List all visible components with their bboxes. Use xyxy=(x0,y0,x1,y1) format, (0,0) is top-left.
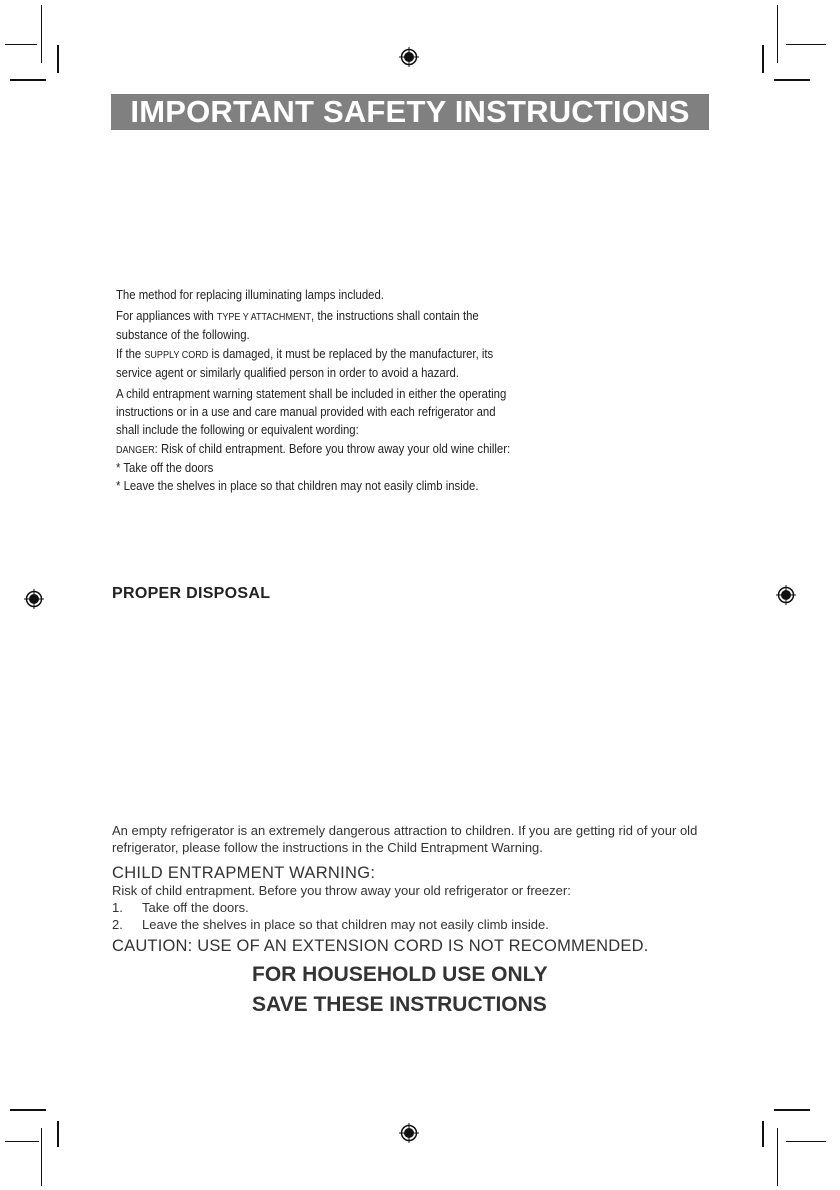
text-span: For appliances with xyxy=(116,308,217,324)
page-title: IMPORTANT SAFETY INSTRUCTIONS xyxy=(111,94,709,130)
bullet-item: * Leave the shelves in place so that children may not easily climb inside. xyxy=(116,478,479,494)
crop-mark xyxy=(10,79,46,81)
step-text: Take off the doors. xyxy=(142,900,249,915)
small-caps-term: SUPPLY CORD xyxy=(144,348,209,361)
text-span: : Risk of child entrapment. Before you throw away your old wine chiller: xyxy=(154,440,511,456)
section-heading: PROPER DISPOSAL xyxy=(112,585,271,602)
instruction-paragraph: The method for replacing illuminating lamps included. xyxy=(116,287,384,302)
crop-mark xyxy=(777,5,778,63)
small-caps-term: DANGER xyxy=(116,443,155,456)
crop-mark xyxy=(762,45,764,73)
crop-mark xyxy=(57,45,59,73)
crop-mark xyxy=(786,1141,826,1142)
registration-mark-icon xyxy=(399,1123,419,1143)
household-use-line: FOR HOUSEHOLD USE ONLY xyxy=(252,963,548,986)
instruction-paragraph xyxy=(116,440,512,459)
text-span: If the xyxy=(116,345,145,361)
text-span: , the instructions shall contain the substance of the following. xyxy=(116,308,479,343)
crop-mark xyxy=(774,79,810,81)
registration-mark-icon xyxy=(399,47,419,67)
instruction-paragraph xyxy=(116,307,512,344)
list-item xyxy=(112,899,722,916)
bullet-item: * Take off the doors xyxy=(116,459,214,475)
small-caps-term: TYPE Y ATTACHMENT xyxy=(216,311,312,324)
crop-mark xyxy=(5,1141,39,1142)
warning-heading: CHILD ENTRAPMENT WARNING: xyxy=(112,864,376,882)
crop-mark xyxy=(5,44,37,45)
crop-mark xyxy=(10,1109,46,1111)
caution-text: CAUTION: USE OF AN EXTENSION CORD IS NOT RECOMMENDED. xyxy=(112,937,649,955)
disposal-intro: An empty refrigerator is an extremely dangerous attraction to children. If you are getting rid of your old refrigerator, please follow the instructions in the Child Entrapment Warning. xyxy=(112,823,698,855)
warning-text: Risk of child entrapment. Before you throw away your old refrigerator or freezer: xyxy=(112,883,571,898)
registration-mark-icon xyxy=(24,589,44,609)
step-number: 2. xyxy=(112,917,123,932)
save-instructions-line: SAVE THESE INSTRUCTIONS xyxy=(252,993,547,1016)
text-span: is damaged, it must be replaced by the manufacturer, its service agent or similarly qualified person in order to avoid a hazard. xyxy=(116,345,494,380)
crop-mark xyxy=(41,1128,42,1186)
step-text: Leave the shelves in place so that children may not easily climb inside. xyxy=(142,917,549,932)
registration-mark-icon xyxy=(776,585,796,605)
instruction-paragraph xyxy=(116,345,512,382)
warning-block xyxy=(112,882,722,933)
steps-list xyxy=(112,899,722,933)
crop-mark xyxy=(57,1121,59,1147)
crop-mark xyxy=(41,5,42,63)
instruction-paragraph: A child entrapment warning statement shall be included in either the operating instructions or in a use and care manual provided with each refrigerator and shall include the following or equivalent wording: xyxy=(116,386,507,438)
crop-mark xyxy=(777,1128,778,1186)
crop-mark xyxy=(762,1121,764,1147)
crop-mark xyxy=(786,44,826,45)
list-item xyxy=(112,916,722,933)
step-number: 1. xyxy=(112,900,123,915)
instructions-block xyxy=(116,286,512,495)
crop-mark xyxy=(774,1109,810,1111)
